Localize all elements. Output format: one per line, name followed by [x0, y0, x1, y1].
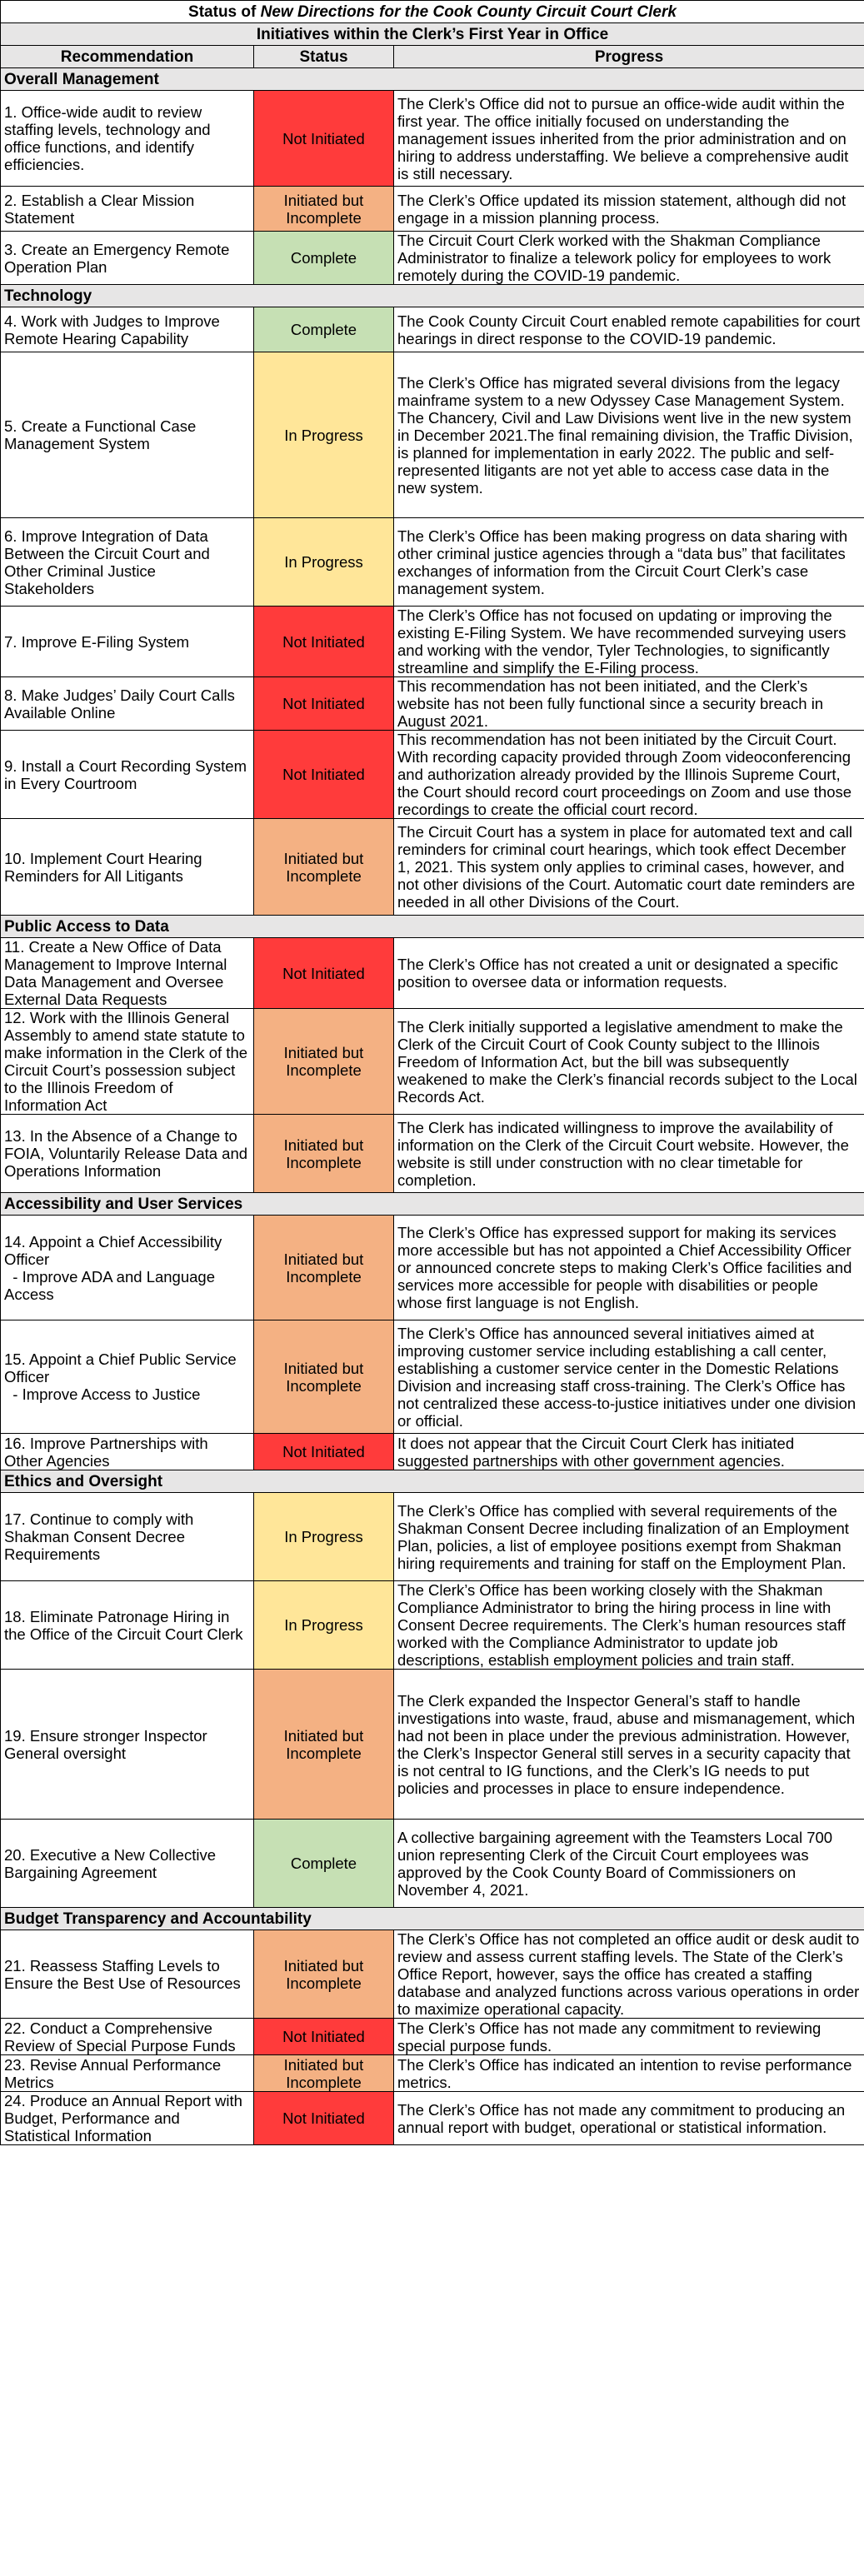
status-cell: Complete	[254, 307, 394, 352]
table-row	[1, 1670, 864, 1820]
table-row	[1, 2019, 864, 2055]
recommendation-cell: 13. In the Absence of a Change to FOIA, Voluntarily Release Data and Operations Information	[1, 1115, 254, 1193]
recommendation-cell: 12. Work with the Illinois General Assembly to amend state statute to make information in the Clerk of the Circuit Court’s possession subject to the Illinois Freedom of Information Act	[1, 1009, 254, 1115]
status-cell: Complete	[254, 1820, 394, 1908]
status-cell: In Progress	[254, 1493, 394, 1581]
table-row	[1, 677, 864, 731]
status-cell: Initiated but Incomplete	[254, 1009, 394, 1115]
recommendation-cell: 10. Implement Court Hearing Reminders for All Litigants	[1, 819, 254, 916]
table-row	[1, 1115, 864, 1193]
section-row	[1, 285, 864, 307]
title-italic: New Directions for the Cook County Circuit Court Clerk	[260, 2, 677, 21]
section-title: Ethics and Oversight	[1, 1470, 864, 1493]
status-cell: In Progress	[254, 1581, 394, 1670]
recommendation-cell: 8. Make Judges’ Daily Court Calls Available Online	[1, 677, 254, 731]
progress-cell: The Clerk’s Office has not focused on updating or improving the existing E-Filing System. We have recommended surveying users and working with the vendor, Tyler Technologies, to significantly streamline and simplify the E-Filing process.	[394, 607, 864, 677]
progress-cell: This recommendation has not been initiated by the Circuit Court. With recording capacity provided through Zoom videoconferencing and authorization already provided by the Illinois Supreme Court, the Court should record court proceedings on Zoom and use those recordings to create the official court record.	[394, 731, 864, 819]
progress-cell: The Clerk expanded the Inspector General’s staff to handle investigations into waste, fraud, abuse and mismanagement, which had not been in place under the previous administration. However, the Clerk’s Inspector General still serves in a security capacity that is not central to IG functions, and the Clerk’s IG needs to put policies and processes in place to ensure independence.	[394, 1670, 864, 1820]
recommendation-cell: 14. Appoint a Chief Accessibility Officer - Improve ADA and Language Access	[1, 1216, 254, 1320]
status-cell: Initiated but Incomplete	[254, 1670, 394, 1820]
section-row	[1, 1470, 864, 1493]
section-title: Budget Transparency and Accountability	[1, 1908, 864, 1930]
table-row	[1, 232, 864, 285]
recommendation-cell: 1. Office-wide audit to review staffing levels, technology and office functions, and identify efficiencies.	[1, 91, 254, 187]
table-row	[1, 819, 864, 916]
table-row	[1, 607, 864, 677]
status-cell: Not Initiated	[254, 677, 394, 731]
recommendation-cell: 18. Eliminate Patronage Hiring in the Office of the Circuit Court Clerk	[1, 1581, 254, 1670]
table-row	[1, 1820, 864, 1908]
recommendation-cell: 20. Executive a New Collective Bargaining Agreement	[1, 1820, 254, 1908]
table-row	[1, 307, 864, 352]
table-row	[1, 2055, 864, 2092]
status-cell: Initiated but Incomplete	[254, 1216, 394, 1320]
status-cell: Not Initiated	[254, 938, 394, 1009]
recommendation-cell: 2. Establish a Clear Mission Statement	[1, 187, 254, 232]
section-row	[1, 916, 864, 938]
title-row	[1, 1, 864, 23]
table-row	[1, 1434, 864, 1470]
recommendation-cell: 11. Create a New Office of Data Management to Improve Internal Data Management and Oversee External Data Requests	[1, 938, 254, 1009]
table-row	[1, 731, 864, 819]
document-subtitle: Initiatives within the Clerk’s First Year in Office	[1, 23, 864, 46]
status-cell: Initiated but Incomplete	[254, 2055, 394, 2092]
recommendation-cell: 21. Reassess Staffing Levels to Ensure the Best Use of Resources	[1, 1930, 254, 2019]
progress-cell: The Circuit Court has a system in place for automated text and call reminders for criminal court hearings, which took effect December 1, 2021. This system only applies to criminal cases, however, and not other divisions of the Court. Automatic court date reminders are needed in all other Divisions of the Court.	[394, 819, 864, 916]
section-title: Technology	[1, 285, 864, 307]
progress-cell: The Clerk initially supported a legislative amendment to make the Clerk of the Circuit Court of Cook County subject to the Illinois Freedom of Information Act, but the bill was subsequently weakened to make the Clerk’s financial records subject to the Local Records Act.	[394, 1009, 864, 1115]
header-recommendation: Recommendation	[1, 46, 254, 68]
status-cell: Not Initiated	[254, 91, 394, 187]
progress-cell: The Clerk’s Office has indicated an intention to revise performance metrics.	[394, 2055, 864, 2092]
recommendation-cell: 7. Improve E-Filing System	[1, 607, 254, 677]
recommendation-cell: 5. Create a Functional Case Management System	[1, 352, 254, 518]
section-title: Public Access to Data	[1, 916, 864, 938]
progress-cell: The Clerk’s Office updated its mission statement, although did not engage in a mission planning process.	[394, 187, 864, 232]
progress-cell: The Clerk’s Office has expressed support for making its services more accessible but has not appointed a Chief Accessibility Officer or announced concrete steps to making Clerk’s Office facilities and services more accessible for people with disabilities or people whose first language is not English.	[394, 1216, 864, 1320]
recommendation-cell: 16. Improve Partnerships with Other Agencies	[1, 1434, 254, 1470]
status-cell: Complete	[254, 232, 394, 285]
recommendation-cell: 17. Continue to comply with Shakman Consent Decree Requirements	[1, 1493, 254, 1581]
header-status: Status	[254, 46, 394, 68]
recommendation-cell: 22. Conduct a Comprehensive Review of Special Purpose Funds	[1, 2019, 254, 2055]
status-cell: Not Initiated	[254, 731, 394, 819]
recommendation-cell: 23. Revise Annual Performance Metrics	[1, 2055, 254, 2092]
progress-cell: The Clerk’s Office did not to pursue an office-wide audit within the first year. The office initially focused on understanding the management issues inherited from the prior administration and on hiring to address understaffing. We believe a comprehensive audit is still necessary.	[394, 91, 864, 187]
progress-cell: The Clerk’s Office has not made any commitment to producing an annual report with budget, operational or statistical information.	[394, 2092, 864, 2145]
table-row	[1, 1216, 864, 1320]
table-row	[1, 1320, 864, 1434]
table-row	[1, 187, 864, 232]
progress-cell: This recommendation has not been initiated, and the Clerk’s website has not been fully functional since a security breach in August 2021.	[394, 677, 864, 731]
progress-cell: The Clerk’s Office has been working closely with the Shakman Compliance Administrator to bring the hiring process in line with Consent Decree requirements. The Clerk’s human resources staff worked with the Compliance Administrator to update job descriptions, establish employment policies and train staff.	[394, 1581, 864, 1670]
table-row	[1, 352, 864, 518]
status-cell: In Progress	[254, 352, 394, 518]
table-row	[1, 938, 864, 1009]
status-cell: Not Initiated	[254, 2092, 394, 2145]
title-prefix: Status of	[188, 2, 261, 21]
recommendation-cell: 3. Create an Emergency Remote Operation Plan	[1, 232, 254, 285]
progress-cell: The Circuit Court Clerk worked with the Shakman Compliance Administrator to finalize a telework policy for employees to work remotely during the COVID-19 pandemic.	[394, 232, 864, 285]
table-row	[1, 1493, 864, 1581]
recommendation-cell: 15. Appoint a Chief Public Service Officer - Improve Access to Justice	[1, 1320, 254, 1434]
recommendation-cell: 24. Produce an Annual Report with Budget, Performance and Statistical Information	[1, 2092, 254, 2145]
table-row	[1, 1009, 864, 1115]
progress-cell: The Clerk’s Office has not created a unit or designated a specific position to oversee data or information requests.	[394, 938, 864, 1009]
progress-cell: The Clerk has indicated willingness to improve the availability of information on the Clerk of the Circuit Court website. However, the website is still under construction with no clear timetable for completion.	[394, 1115, 864, 1193]
header-row	[1, 46, 864, 68]
progress-cell: The Clerk’s Office has not completed an office audit or desk audit to review and assess current staffing levels. The State of the Clerk’s Office Report, however, says the office has created a staffing database and analyzed functions across various operations in order to maximize operational capacity.	[394, 1930, 864, 2019]
table-row	[1, 1581, 864, 1670]
recommendation-cell: 4. Work with Judges to Improve Remote Hearing Capability	[1, 307, 254, 352]
table-row	[1, 518, 864, 607]
progress-cell: The Clerk’s Office has been making progress on data sharing with other criminal justice agencies through a “data bus” that facilitates exchanges of information from the Circuit Court Clerk’s case management system.	[394, 518, 864, 607]
status-cell: Initiated but Incomplete	[254, 1115, 394, 1193]
progress-cell: A collective bargaining agreement with the Teamsters Local 700 union representing Clerk of the Circuit Court employees was approved by the Cook County Board of Commissioners on November 4, 2021.	[394, 1820, 864, 1908]
subtitle-row	[1, 23, 864, 46]
status-cell: Not Initiated	[254, 1434, 394, 1470]
progress-cell: The Clerk’s Office has complied with several requirements of the Shakman Consent Decree including finalization of an Employment Plan, policies, a list of employee positions exempt from Shakman hiring requirements and training for staff on the Employment Plan.	[394, 1493, 864, 1581]
header-progress: Progress	[394, 46, 864, 68]
progress-cell: The Clerk’s Office has not made any commitment to reviewing special purpose funds.	[394, 2019, 864, 2055]
section-row	[1, 1908, 864, 1930]
status-cell: Not Initiated	[254, 607, 394, 677]
table-row	[1, 2092, 864, 2145]
table-row	[1, 91, 864, 187]
section-title: Overall Management	[1, 68, 864, 91]
progress-cell: The Clerk’s Office has announced several initiatives aimed at improving customer service including establishing a call center, establishing a customer service center in the Domestic Relations Division and increasing staff cross-training. The Clerk’s Office has not centralized these access-to-justice initiatives under one division or official.	[394, 1320, 864, 1434]
progress-cell: It does not appear that the Circuit Court Clerk has initiated suggested partnerships with other government agencies.	[394, 1434, 864, 1470]
document-title	[1, 1, 864, 23]
recommendation-cell: 19. Ensure stronger Inspector General oversight	[1, 1670, 254, 1820]
status-cell: Not Initiated	[254, 2019, 394, 2055]
recommendation-cell: 6. Improve Integration of Data Between the Circuit Court and Other Criminal Justice Stakeholders	[1, 518, 254, 607]
section-row	[1, 1193, 864, 1216]
status-cell: In Progress	[254, 518, 394, 607]
progress-cell: The Cook County Circuit Court enabled remote capabilities for court hearings in direct response to the COVID-19 pandemic.	[394, 307, 864, 352]
status-cell: Initiated but Incomplete	[254, 1930, 394, 2019]
section-title: Accessibility and User Services	[1, 1193, 864, 1216]
status-cell: Initiated but Incomplete	[254, 187, 394, 232]
status-cell: Initiated but Incomplete	[254, 1320, 394, 1434]
section-row	[1, 68, 864, 91]
status-cell: Initiated but Incomplete	[254, 819, 394, 916]
recommendation-cell: 9. Install a Court Recording System in Every Courtroom	[1, 731, 254, 819]
table-row	[1, 1930, 864, 2019]
progress-cell: The Clerk’s Office has migrated several divisions from the legacy mainframe system to a new Odyssey Case Management System. The Chancery, Civil and Law Divisions went live in the new system in December 2021.The final remaining division, the Traffic Division, is planned for implementation in early 2022. The public and self-represented litigants are not yet able to access case data in the new system.	[394, 352, 864, 518]
